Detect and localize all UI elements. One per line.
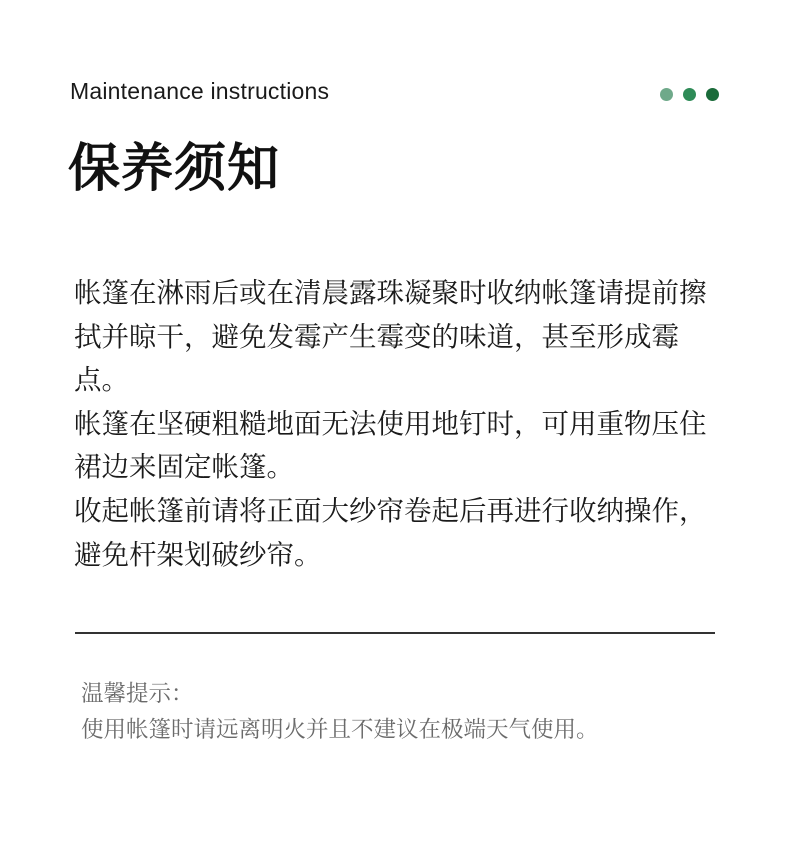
instruction-paragraph-3: 收起帐篷前请将正面大纱帘卷起后再进行收纳操作，避免杆架划破纱帘。 (74, 494, 707, 571)
page-title: 保养须知 (68, 139, 281, 199)
tip-text: 使用帐篷时请远离明火并且不建议在极端天气使用。 (81, 717, 599, 743)
dot-light-icon (660, 88, 673, 101)
instructions-body (74, 272, 724, 577)
tip-section (81, 676, 599, 748)
divider-line (75, 632, 715, 634)
dot-medium-icon (683, 88, 696, 101)
decorative-dots (660, 88, 719, 101)
instruction-paragraph-1: 帐篷在淋雨后或在清晨露珠凝聚时收纳帐篷请提前擦拭并晾干，避免发霉产生霉变的味道，甚至形成霉点。 (74, 277, 707, 397)
tip-label: 温馨提示： (81, 681, 194, 707)
subtitle-english: Maintenance instructions (70, 78, 330, 104)
instruction-paragraph-2: 帐篷在坚硬粗糙地面无法使用地钉时，可用重物压住裙边来固定帐篷。 (74, 407, 707, 484)
dot-dark-icon (706, 88, 719, 101)
